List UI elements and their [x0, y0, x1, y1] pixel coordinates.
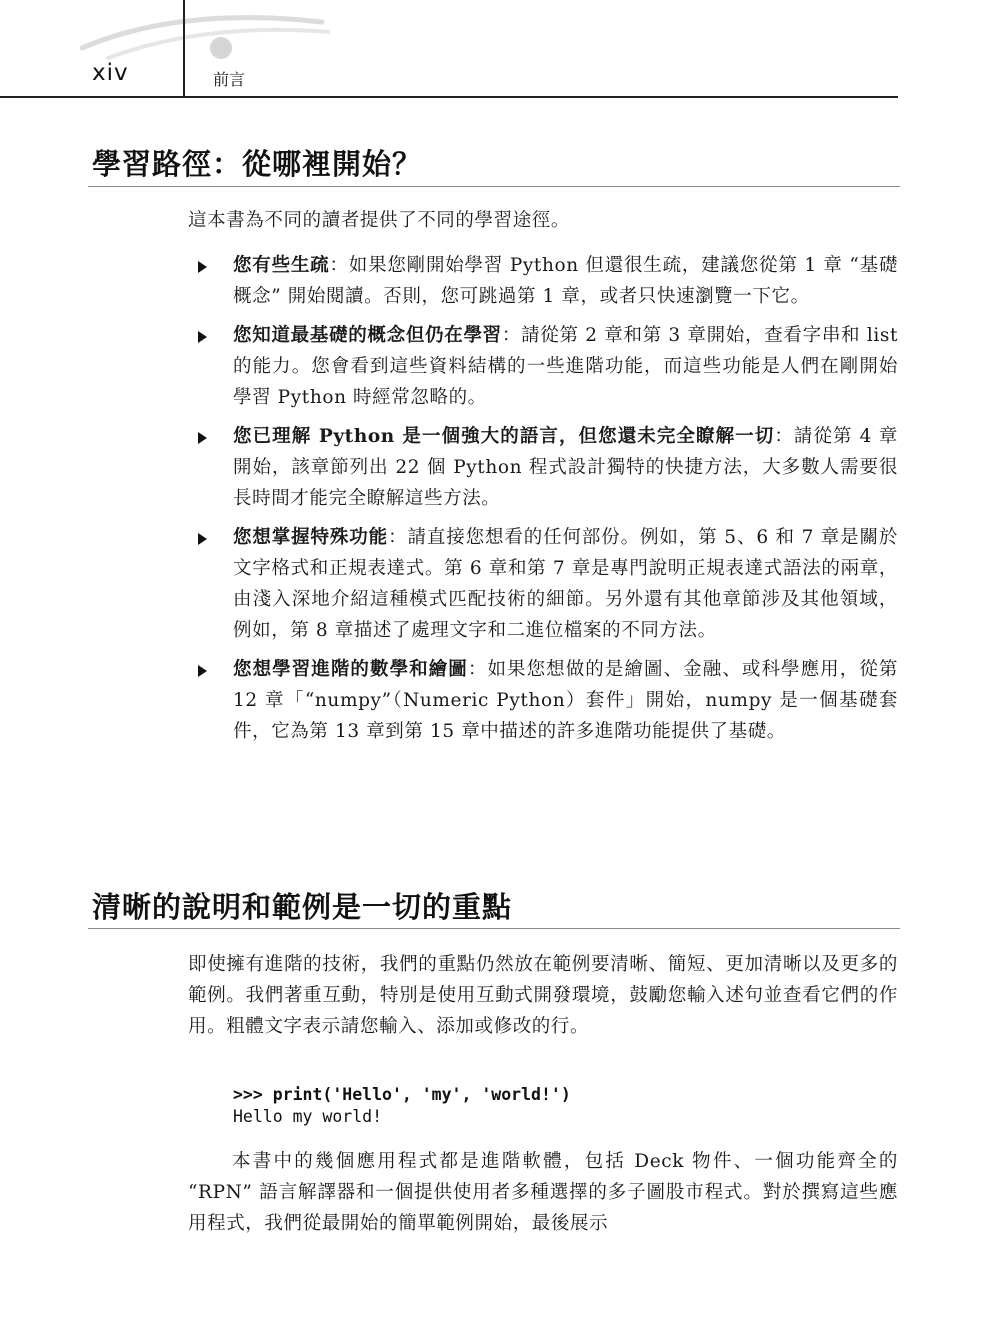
bullet-lead: 您知道最基礎的概念但仍在學習: [233, 325, 502, 346]
section-rule: [88, 928, 900, 929]
bullet-text: ：如果您剛開始學習 Python 但還很生疏，建議您從第 1 章 “基礎概念” 開始閱讀。否則，您可跳過第 1 章，或者只快速瀏覽一下它。: [233, 255, 898, 307]
code-example: [233, 1084, 571, 1128]
bullet-lead: 您有些生疏: [233, 255, 330, 276]
bullet-text: ：請直接您想看的任何部份。例如，第 5、6 和 7 章是關於文字格式和正規表達式。第 6 章和第 7 章是專門說明正規表達式語法的兩章，由淺入深地介紹這種模式匹配技術的細節。另外還有其他章節涉及其他領域，例如，第 8 章描述了處理文字和二進位檔案的不同方法。: [233, 527, 898, 641]
code-input-line: >>> print('Hello', 'my', 'world!'): [233, 1085, 571, 1104]
list-item: [0, 522, 898, 646]
chapter-label: 前言: [213, 70, 246, 89]
code-output-line: Hello my world!: [233, 1107, 383, 1126]
list-item: [0, 421, 898, 514]
bullet-lead: 您想掌握特殊功能: [233, 527, 389, 548]
header-swoosh-decoration: [0, 0, 330, 70]
bullet-triangle-icon: [198, 665, 207, 677]
section-title-learning-path: 學習路徑：從哪裡開始？: [92, 147, 423, 181]
bullet-triangle-icon: [198, 533, 207, 545]
section-title-clear-examples: 清晰的說明和範例是一切的重點: [92, 890, 513, 924]
bullet-triangle-icon: [198, 261, 207, 273]
bullet-lead: 您想學習進階的數學和繪圖: [233, 659, 468, 680]
list-item: [0, 320, 898, 413]
body-paragraph: 本書中的幾個應用程式都是進階軟體，包括 Deck 物件、一個功能齊全的 “RPN” 語言解譯器和一個提供使用者多種選擇的多子圖股市程式。對於撰寫這些應用程式，我們從最開始的簡單範例開始，最後展示: [188, 1151, 898, 1234]
bullet-lead: 您已理解 Python 是一個強大的語言，但您還未完全瞭解一切: [233, 426, 775, 447]
learning-path-list: [0, 250, 1000, 755]
body-paragraph: 即使擁有進階的技術，我們的重點仍然放在範例要清晰、簡短、更加清晰以及更多的範例。我們著重互動，特別是使用互動式開發環境，鼓勵您輸入述句並查看它們的作用。粗體文字表示請您輸入、添加或修改的行。: [188, 954, 898, 1037]
running-header: [0, 0, 1000, 100]
bullet-text: ：如果您想做的是繪圖、金融、或科學應用，從第 12 章「“numpy”（Numeric Python）套件」開始，numpy 是一個基礎套件，它為第 13 章到第 15 章中描述的許多進階功能提供了基礎。: [233, 659, 899, 742]
header-vertical-divider: [183, 0, 185, 97]
bullet-triangle-icon: [198, 331, 207, 343]
header-horizontal-rule: [0, 96, 898, 98]
section-rule: [88, 186, 900, 187]
bullet-triangle-icon: [198, 432, 207, 444]
bullet-text: ：請從第 4 章開始，該章節列出 22 個 Python 程式設計獨特的快捷方法，大多數人需要很長時間才能完全瞭解這些方法。: [233, 426, 898, 509]
list-item: [0, 250, 898, 312]
page-number: xiv: [92, 60, 129, 86]
list-item: [0, 654, 898, 747]
intro-paragraph: 這本書為不同的讀者提供了不同的學習途徑。: [188, 210, 571, 231]
bullet-text: ：請從第 2 章和第 3 章開始，查看字串和 list 的能力。您會看到這些資料結構的一些進階功能，而這些功能是人們在剛開始學習 Python 時經常忽略的。: [233, 325, 898, 408]
